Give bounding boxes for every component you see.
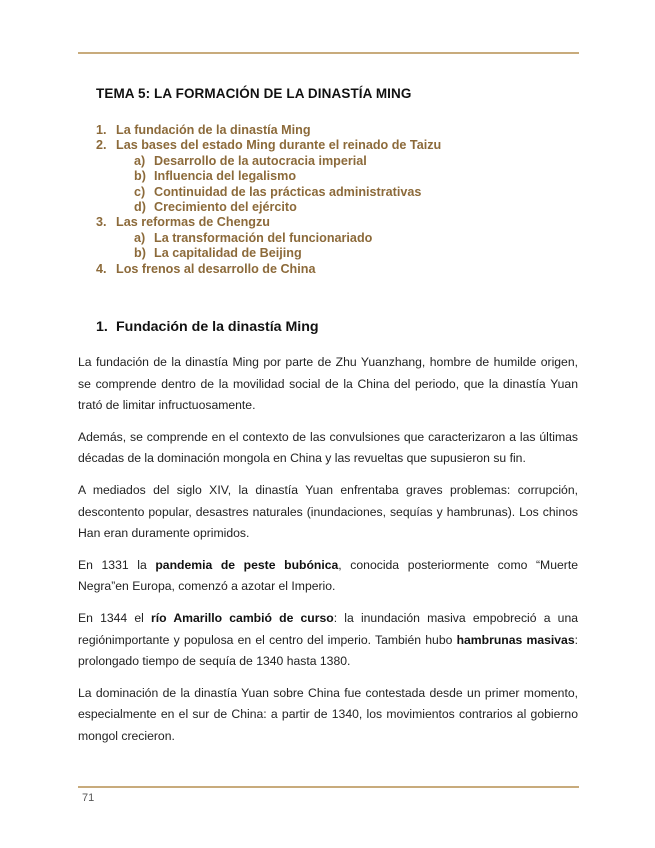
toc-subitem — [96, 200, 441, 215]
section-title: Fundación de la dinastía Ming — [116, 319, 319, 335]
bold-text: pandemia de peste bubónica — [155, 557, 339, 572]
toc-item — [96, 138, 441, 153]
toc-label: Las reformas de Chengzu — [116, 215, 270, 230]
toc-number: 3. — [96, 215, 107, 230]
paragraph: A mediados del siglo XIV, la dinastía Yuan enfrentaba graves problemas: corrupción, descontento popular, desastres naturales (inundaciones, sequías y hambrunas). Los chinos Han eran duramente oprimidos. — [78, 482, 578, 541]
toc-subitem — [96, 185, 441, 200]
header-rule — [78, 52, 579, 54]
toc-label: La transformación del funcionariado — [154, 230, 373, 245]
toc-subitem — [96, 246, 441, 261]
text-run: , conocida posteriormente como “Muerte Negra”en Europa, comenzó a azotar el Imperio. — [78, 557, 578, 594]
toc-subitem — [96, 169, 441, 184]
toc-label: Influencia del legalismo — [154, 169, 297, 184]
toc-number: d) — [134, 200, 146, 215]
page-title: TEMA 5: LA FORMACIÓN DE LA DINASTÍA MING — [96, 86, 412, 101]
toc-label: Desarrollo de la autocracia imperial — [154, 153, 367, 168]
toc-label: La capitalidad de Beijing — [154, 246, 302, 261]
paragraph — [78, 608, 578, 673]
toc-number: 4. — [96, 261, 107, 276]
section-heading — [96, 319, 319, 335]
toc-number: 1. — [96, 123, 107, 137]
toc-label: Crecimiento del ejército — [154, 200, 297, 215]
toc-number: c) — [134, 184, 146, 199]
paragraph — [78, 555, 578, 598]
toc-number: 2. — [96, 138, 107, 153]
toc-number: a) — [134, 230, 146, 245]
paragraph: La fundación de la dinastía Ming por parte de Zhu Yuanzhang, hombre de humilde origen, se comprende dentro de la movilidad social de la China del periodo, que la dinastía Yuan trató de limitar infructuosamente. — [78, 355, 578, 413]
paragraph: La dominación de la dinastía Yuan sobre China fue contestada desde un primer momento, especialmente en el sur de China: a partir de 1340, los movimientos contrarios al gobierno mongol crecieron. — [78, 685, 578, 743]
toc-item — [96, 262, 441, 277]
footer-rule — [78, 786, 579, 788]
paragraph: Además, se comprende en el contexto de las convulsiones que caracterizaron a las últimas décadas de la dominación mongola en China y las revueltas que supusieron su fin. — [78, 429, 578, 466]
text-run: En 1331 la — [78, 557, 156, 572]
toc-number: b) — [134, 169, 146, 184]
toc-subitem — [96, 231, 441, 246]
table-of-contents — [96, 123, 441, 277]
toc-subitem — [96, 154, 441, 169]
toc-item — [96, 215, 441, 230]
bold-text: hambrunas masivas — [456, 632, 575, 647]
section-number: 1. — [96, 319, 108, 335]
toc-label: Continuidad de las prácticas administrativas — [154, 184, 422, 199]
toc-number: b) — [134, 246, 146, 261]
body-text — [78, 352, 578, 758]
toc-number: a) — [134, 153, 146, 168]
page-number: 71 — [82, 792, 95, 804]
text-run: : prolongado tiempo de sequía de 1340 hasta 1380. — [78, 632, 578, 669]
toc-label: Las bases del estado Ming durante el reinado de Taizu — [116, 138, 442, 153]
text-run: : la inundación masiva empobreció a una regiónimportante y populosa en el centro del imperio. También hubo — [78, 610, 578, 647]
text-run: En 1344 el — [78, 610, 152, 625]
toc-label: Los frenos al desarrollo de China — [116, 261, 316, 276]
toc-label: La fundación de la dinastía Ming — [116, 123, 311, 137]
bold-text: río Amarillo cambió de curso — [151, 610, 334, 625]
toc-item — [96, 123, 441, 138]
